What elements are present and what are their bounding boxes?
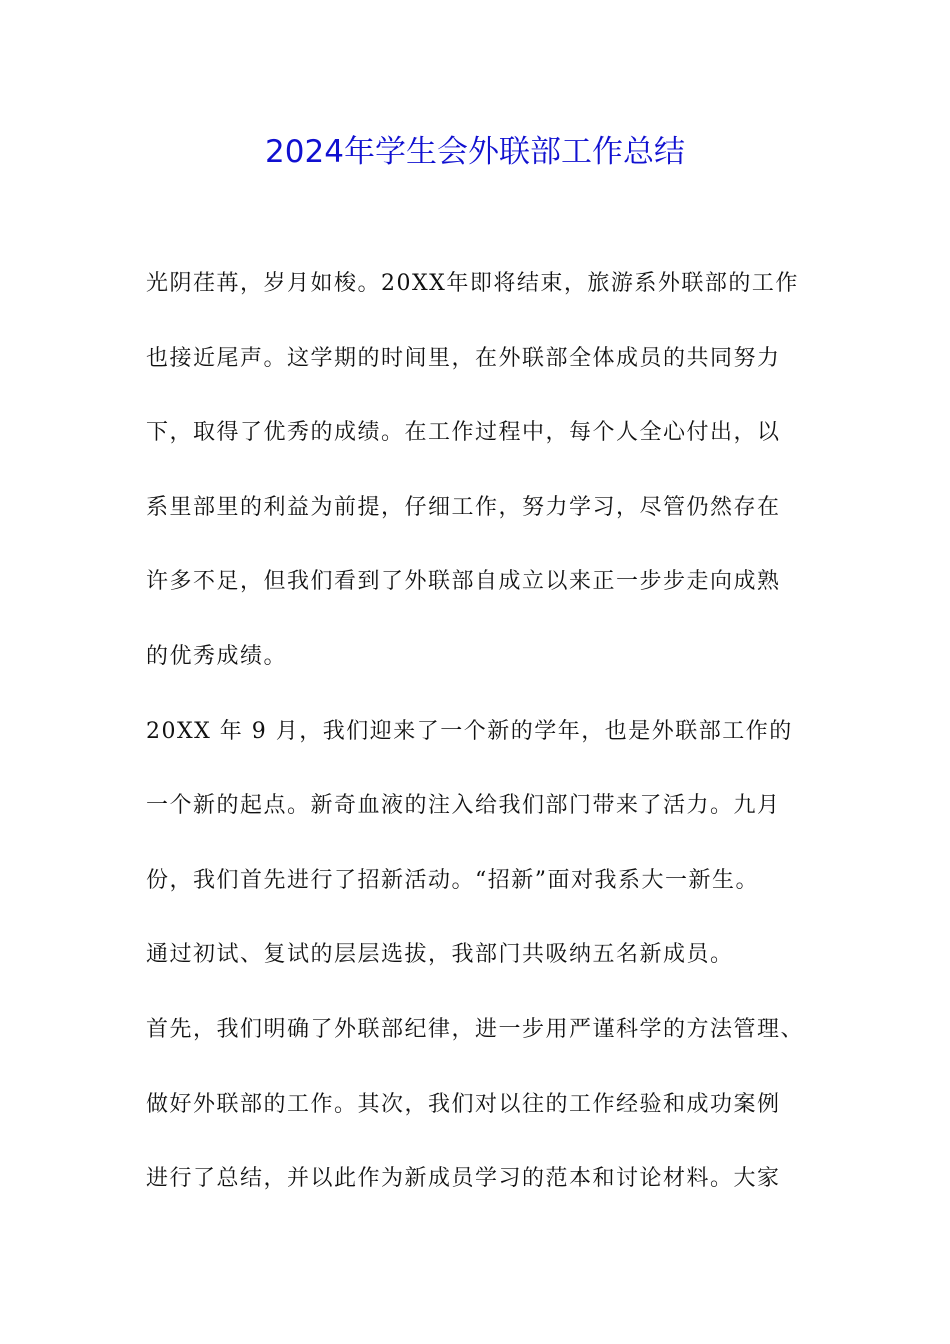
text-line: 的优秀成绩。	[146, 643, 288, 669]
document-title: 2024年学生会外联部工作总结	[265, 134, 685, 170]
text-line: 下，取得了优秀的成绩。在工作过程中，每个人全心付出，以	[146, 420, 781, 446]
document-body	[146, 262, 836, 1232]
text-line: 做好外联部的工作。其次，我们对以往的工作经验和成功案例	[146, 1091, 781, 1117]
text-line: 也接近尾声。这学期的时间里，在外联部全体成员的共同努力	[146, 345, 781, 371]
text-line: 首先，我们明确了外联部纪律，进一步用严谨科学的方法管理、	[146, 1016, 805, 1042]
text-line: 系里部里的利益为前提，仔细工作，努力学习，尽管仍然存在	[146, 494, 781, 520]
text-line: 20XX 年 9 月，我们迎来了一个新的学年，也是外联部工作的	[146, 718, 793, 744]
text-line: 许多不足，但我们看到了外联部自成立以来正一步步走向成熟	[146, 569, 781, 595]
text-line: 份，我们首先进行了招新活动。“招新”面对我系大一新生。	[146, 867, 759, 893]
text-line: 光阴荏苒，岁月如梭。20XX年即将结束，旅游系外联部的工作	[146, 271, 799, 296]
text-line: 一个新的起点。新奇血液的注入给我们部门带来了活力。九月	[146, 793, 781, 819]
text-line: 通过初试、复试的层层选拔，我部门共吸纳五名新成员。	[146, 942, 734, 968]
text-line: 进行了总结，并以此作为新成员学习的范本和讨论材料。大家	[146, 1166, 781, 1192]
